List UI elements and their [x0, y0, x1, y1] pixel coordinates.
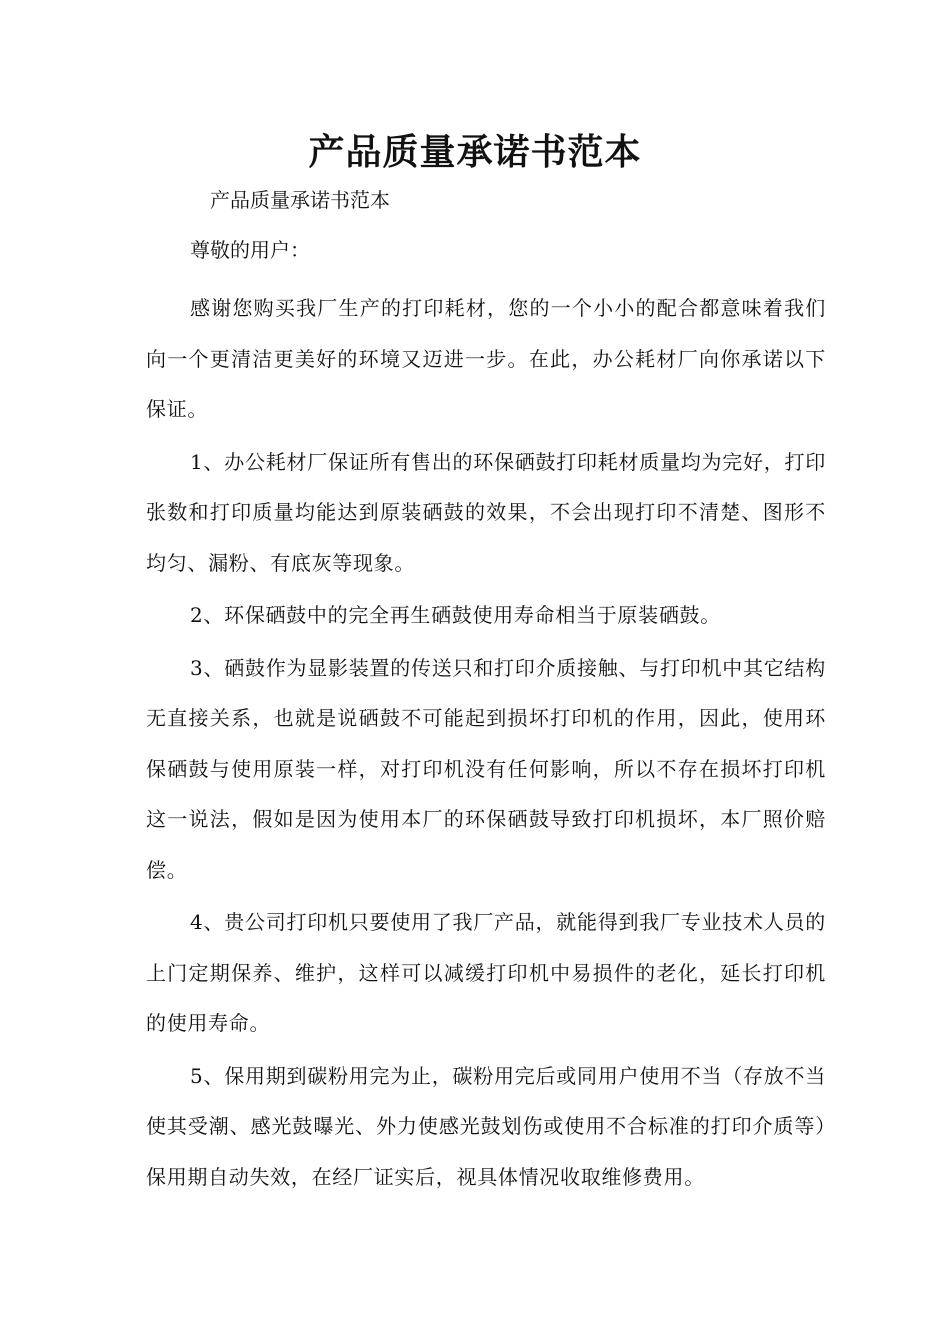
- document-body: [146, 283, 826, 1204]
- clause-2-paragraph: 2、环保硒鼓中的完全再生硒鼓使用寿命相当于原装硒鼓。: [190, 603, 721, 627]
- greeting-line: 尊敬的用户：: [190, 238, 310, 262]
- clause-3-paragraph: 3、硒鼓作为显影装置的传送只和打印介质接触、与打印机中其它结构无直接关系，也就是说硒鼓不可能起到损坏打印机的作用，因此，使用环保硒鼓与使用原装一样，对打印机没有任何影响，所以不存在损坏打印机这一说法，假如是因为使用本厂的环保硒鼓导致打印机损坏，本厂照价赔偿。: [146, 655, 826, 882]
- document-subtitle: 产品质量承诺书范本: [210, 188, 390, 212]
- clause-1-paragraph: 1、办公耗材厂保证所有售出的环保硒鼓打印耗材质量均为完好，打印张数和打印质量均能达到原装硒鼓的效果，不会出现打印不清楚、图形不均匀、漏粉、有底灰等现象。: [146, 449, 826, 575]
- clause-5-paragraph: 5、保用期到碳粉用完为止，碳粉用完后或同用户使用不当（存放不当使其受潮、感光鼓曝光、外力使感光鼓划伤或使用不合标准的打印介质等）保用期自动失效，在经厂证实后，视具体情况收取维修费用。: [146, 1063, 826, 1189]
- clause-4-paragraph: 4、贵公司打印机只要使用了我厂产品，就能得到我厂专业技术人员的上门定期保养、维护，这样可以减缓打印机中易损件的老化，延长打印机的使用寿命。: [146, 910, 826, 1035]
- document-title: 产品质量承诺书范本: [308, 131, 642, 173]
- intro-paragraph: 感谢您购买我厂生产的打印耗材，您的一个小小的配合都意味着我们向一个更清洁更美好的环境又迈进一步。在此，办公耗材厂向你承诺以下保证。: [146, 296, 826, 421]
